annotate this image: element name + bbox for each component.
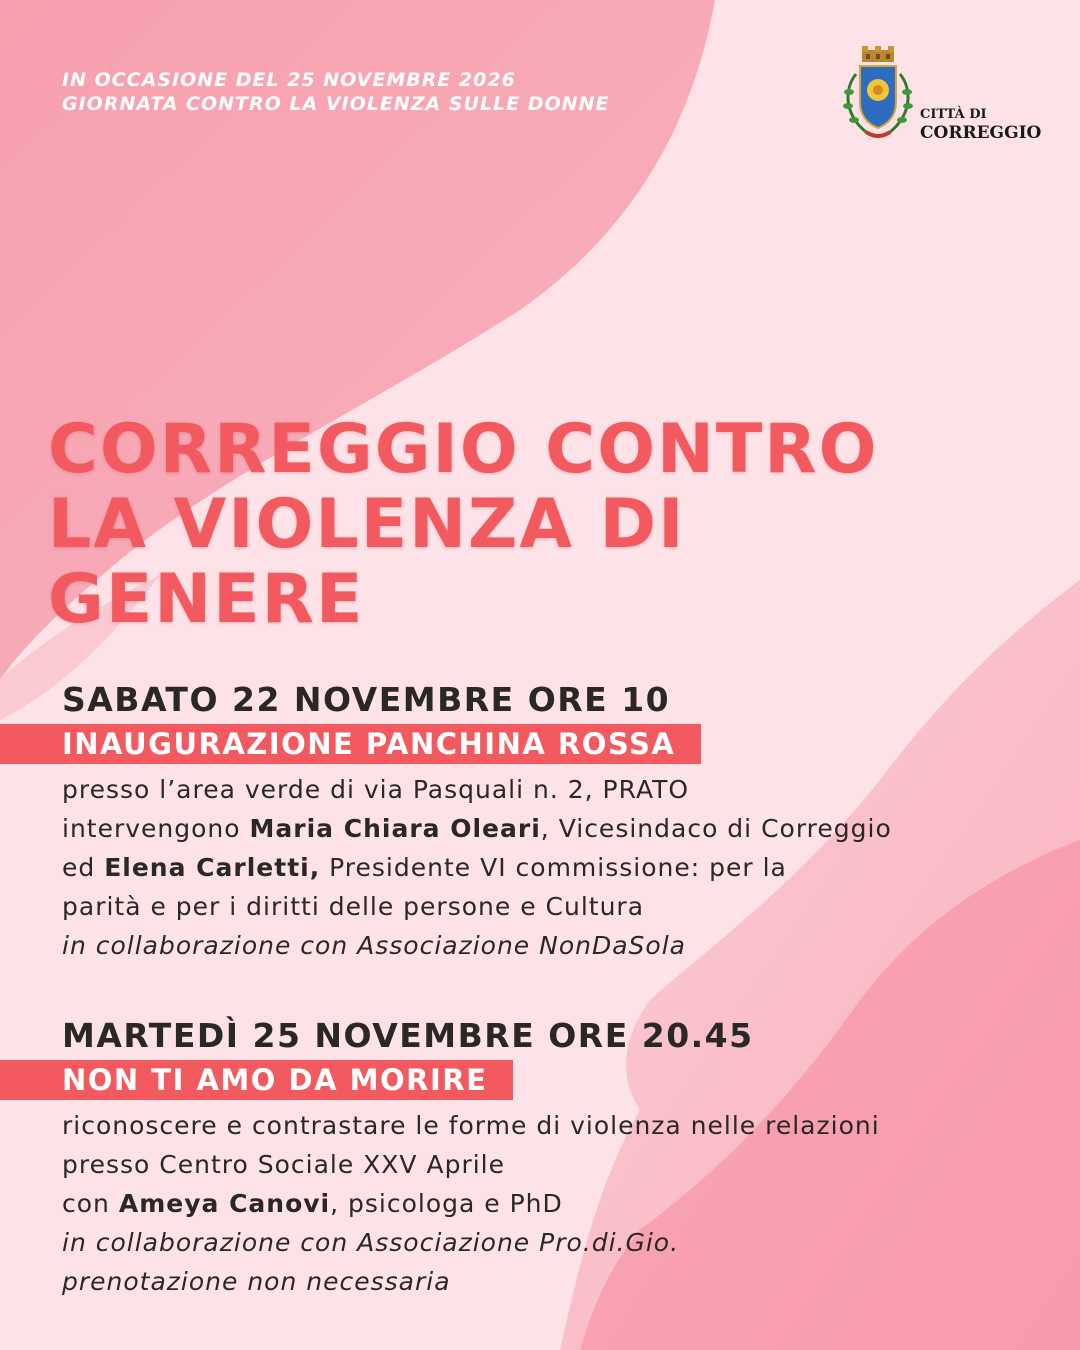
city-name-line-1: CITTÀ DI xyxy=(920,107,987,122)
event-1 xyxy=(62,680,892,965)
event-occasion-header xyxy=(62,68,609,116)
main-title xyxy=(48,412,878,637)
speaker-role: , psicologa e PhD xyxy=(330,1189,563,1218)
event-1-name-banner: INAUGURAZIONE PANCHINA ROSSA xyxy=(0,724,701,764)
title-line-1: CORREGGIO CONTRO xyxy=(48,410,879,489)
speaker-2-role: Presidente VI commissione: per la xyxy=(320,853,787,882)
header-line-1: IN OCCASIONE DEL 25 NOVEMBRE 2026 xyxy=(62,69,516,91)
speakers-prefix: intervengono xyxy=(62,814,250,843)
event-2-booking-note: prenotazione non necessaria xyxy=(62,1267,451,1296)
city-logo xyxy=(836,44,1056,148)
event-1-speakers-line-1 xyxy=(62,809,892,848)
title-line-2: LA VIOLENZA DI xyxy=(48,485,686,564)
speaker-name: Ameya Canovi xyxy=(118,1189,331,1218)
event-2-location: presso Centro Sociale XXV Aprile xyxy=(62,1150,505,1179)
event-2-collaboration: in collaborazione con Associazione Pro.di.Gio. xyxy=(62,1228,680,1257)
speaker-1-role: , Vicesindaco di Correggio xyxy=(540,814,892,843)
with-prefix: con xyxy=(62,1189,119,1218)
event-2 xyxy=(62,1016,880,1301)
title-line-3: GENERE xyxy=(48,560,365,639)
event-2-description xyxy=(62,1106,880,1301)
speakers-mid: ed xyxy=(62,853,105,882)
speaker-2-name: Elena Carletti, xyxy=(104,853,321,882)
speaker-2-role-cont: parità e per i diritti delle persone e Cultura xyxy=(62,892,645,921)
city-name-line-2: CORREGGIO xyxy=(920,123,1042,143)
event-2-name-banner: NON TI AMO DA MORIRE xyxy=(0,1060,513,1100)
event-1-location: presso l’area verde di via Pasquali n. 2, PRATO xyxy=(62,775,690,804)
event-1-speakers-line-2 xyxy=(62,848,892,887)
event-2-subtitle: riconoscere e contrastare le forme di violenza nelle relazioni xyxy=(62,1111,880,1140)
event-1-description xyxy=(62,770,892,965)
coat-of-arms-icon xyxy=(836,44,920,144)
event-2-date: MARTEDÌ 25 NOVEMBRE ORE 20.45 xyxy=(62,1016,754,1055)
event-1-date: SABATO 22 NOVEMBRE ORE 10 xyxy=(62,680,671,719)
header-line-2: GIORNATA CONTRO LA VIOLENZA SULLE DONNE xyxy=(62,93,610,115)
event-1-collaboration: in collaborazione con Associazione NonDaSola xyxy=(62,931,686,960)
city-name xyxy=(920,106,1041,142)
speaker-1-name: Maria Chiara Oleari xyxy=(249,814,541,843)
event-2-speaker-line xyxy=(62,1184,880,1223)
